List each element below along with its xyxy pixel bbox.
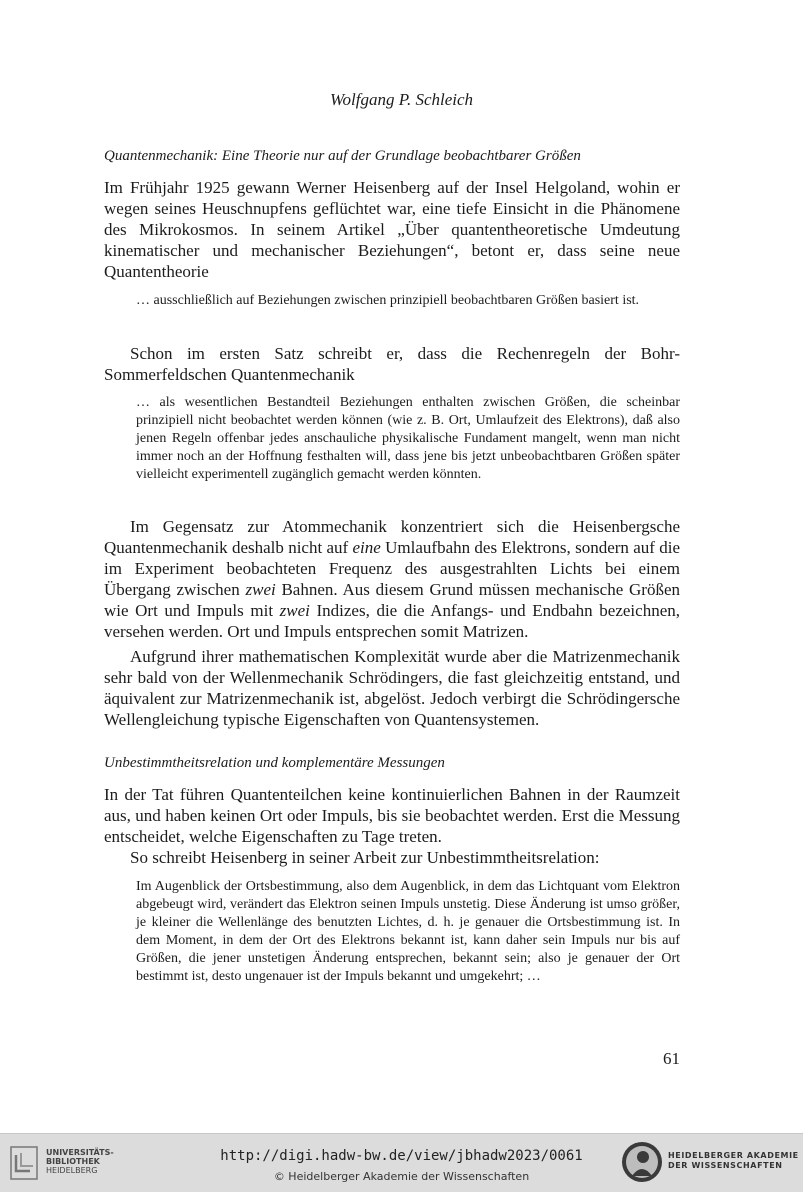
paragraph-heisenberg-helgoland [104, 177, 680, 282]
section-heading-unbestimmtheitsrelation: Unbestimmtheitsrelation und komplementäre Messungen [104, 755, 445, 771]
paragraph-text: Schon im ersten Satz schreibt er, dass die Rechenregeln der Bohr-Sommerfeldschen Quantenmechanik [104, 344, 680, 384]
blockquote-heisenberg-uncertainty: Im Augenblick der Ortsbestimmung, also dem Augenblick, in dem das Lichtquant vom Elektron abgebeugt wird, verändert das Elektron seinen Impuls unstetig. Diese Änderung ist umso größer, je kleiner die Wellenlänge des benutzten Lichtes, d. h. je genauer die Ortsbestimmung ist. In dem Moment, in dem der Ort des Elektrons bekannt ist, kann daher sein Impuls nur bis auf Größen, die jener unstetigen Änderung entsprechen, bekannt sein; also je genauer der Ort bestimmt ist, desto ungenauer ist der Impuls bekannt und umgekehrt; … [136, 879, 680, 984]
paragraph-quantenteilchen [104, 784, 680, 868]
paragraph-text: In der Tat führen Quantenteilchen keine kontinuierlichen Bahnen in der Raumzeit aus, und haben keinen Ort oder Impuls, bis sie beobachtet werden. Erst die Messung entscheidet, welche Eigenschaften zu Tage treten. [104, 785, 680, 846]
paragraph-bohr-sommerfeld [104, 343, 680, 385]
text-run: Im Gegensatz zur Atommechanik konzentriert sich die Heisenbergsche Quantenmechanik deshalb nicht auf [104, 517, 680, 557]
permalink-url[interactable]: http://digi.hadw-bw.de/view/jbhadw2023/0061 [220, 1148, 583, 1164]
university-library-name: UNIVERSITÄTS- BIBLIOTHEK HEIDELBERG [46, 1148, 114, 1175]
section-heading-quantenmechanik: Quantenmechanik: Eine Theorie nur auf der Grundlage beobachtbarer Größen [104, 148, 581, 164]
paragraph-text: So schreibt Heisenberg in seiner Arbeit zur Unbestimmtheitsrelation: [130, 848, 600, 867]
emphasis-zwei: zwei [245, 580, 276, 599]
blockquote-rechenregeln: … als wesentlichen Bestandteil Beziehungen enthalten zwischen Größen, die scheinbar prinzipiell nicht beobachtet werden können (wie z. B. Ort, Umlaufzeit des Elektrons), daß also jenen Regeln offenbar jedes anschauliche physikalische Fundament mangelt, wenn man nicht immer noch an der Hoffnung festhalten will, dass jene bis jetzt unbeobachtbaren Größen später vielleicht experimentell zugänglich gemacht werden könnten. [136, 395, 680, 482]
text-run: Bahnen. Aus diesem Grund müssen mechanische Größen wie Ort und Impuls mit [104, 580, 680, 620]
academy-seal-icon [620, 1140, 664, 1188]
text-run: Indizes, die die Anfangs- und Endbahn bezeichnen, versehen werden. Ort und Impuls entsprechen somit Matrizen. [104, 601, 680, 641]
emphasis-eine: eine [352, 538, 381, 557]
academy-name: HEIDELBERGER AKADEMIE DER WISSENSCHAFTEN [668, 1151, 799, 1170]
text-run: Umlaufbahn des Elektrons, sondern auf die im Experiment beobachteten Frequenz des ausgestrahlten Lichts bei einem Übergang zwischen [104, 538, 680, 599]
digitization-footer [0, 1133, 803, 1192]
copyright-notice: © Heidelberger Akademie der Wissenschaften [273, 1170, 530, 1183]
running-header-author: Wolfgang P. Schleich [329, 90, 474, 109]
paragraph-text: Aufgrund ihrer mathematischen Komplexität wurde aber die Matrizenmechanik sehr bald von der Wellenmechanik Schrödingers, die fast gleichzeitig entstand, und äquivalent zur Matrizenmechanik ist, abgelöst. Jedoch verbirgt die Schrödingersche Wellengleichung typische Eigenschaften von Quantensystemen. [104, 647, 680, 729]
page-number: 61 [663, 1049, 680, 1068]
blockquote-observable-quantities: … ausschließlich auf Beziehungen zwischen prinzipiell beobachtbaren Größen basiert ist. [136, 293, 640, 308]
paragraph-text: Im Frühjahr 1925 gewann Werner Heisenberg auf der Insel Helgoland, wohin er wegen seines Heuschnupfens geflüchtet war, eine tiefe Einsicht in die Phänomene des Mikrokosmos. In seinem Artikel „Über quantentheoretische Umdeutung kinematischer und mechanischer Beziehungen“, betont er, dass seine neue Quantentheorie [104, 178, 680, 281]
emphasis-zwei: zwei [279, 601, 310, 620]
paragraph-matrizenmechanik [104, 646, 680, 730]
paragraph-atommechanik [104, 516, 680, 642]
